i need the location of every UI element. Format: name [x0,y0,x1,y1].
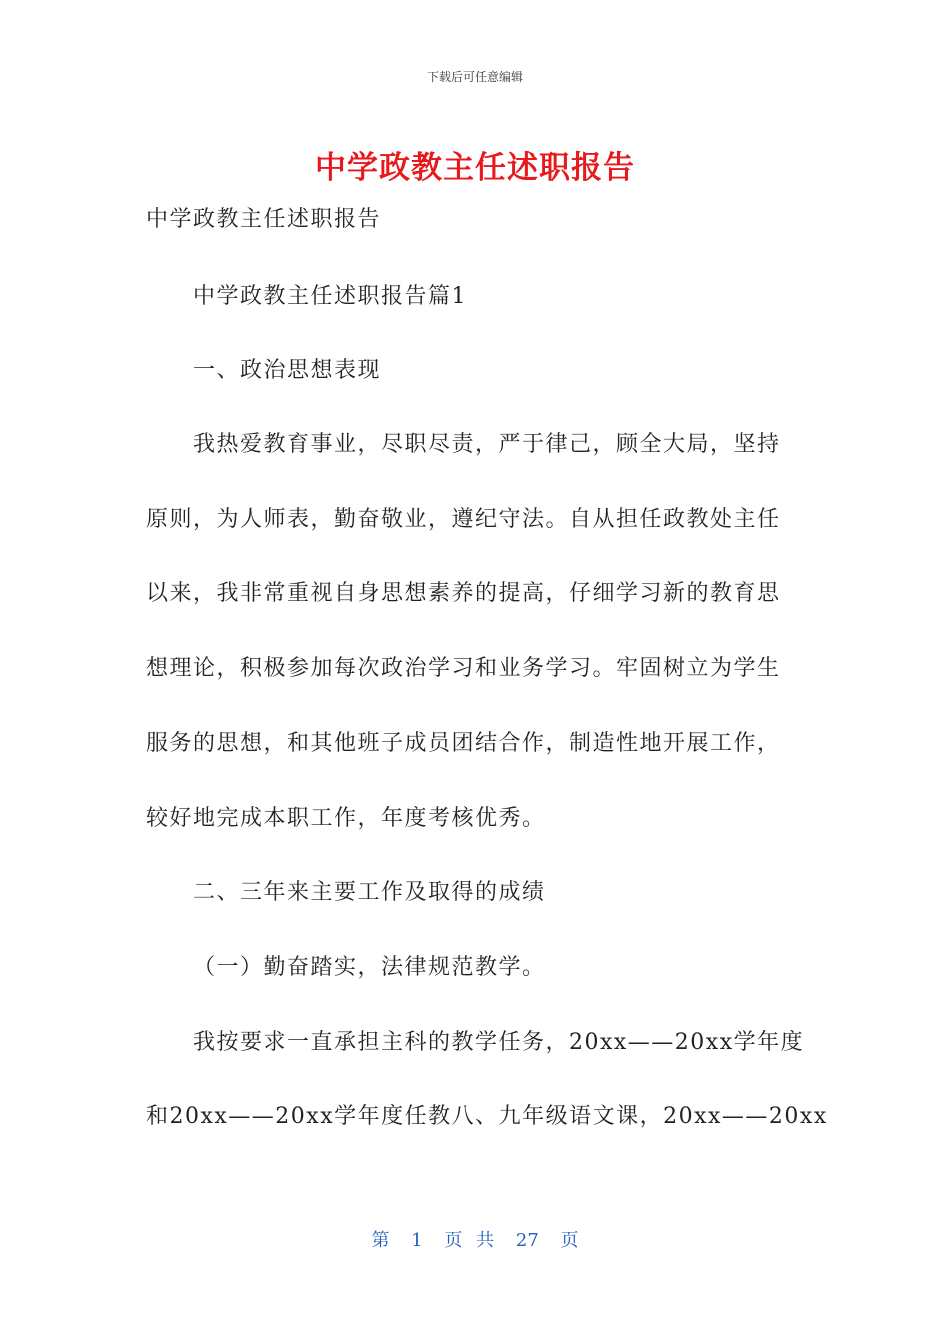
section-heading-political: 一、政治思想表现 [193,358,382,383]
footer-suffix: 页 [560,1230,579,1251]
paragraph-line: 我按要求一直承担主科的教学任务，20xx——20xx学年度 [193,1030,805,1055]
footer-middle: 页 共 [444,1230,495,1251]
paragraph-line: 原则，为人师表，勤奋敬业，遵纪守法。自从担任政教处主任 [146,507,781,532]
footer-total-pages: 27 [515,1230,539,1251]
paragraph-line: 较好地完成本职工作，年度考核优秀。 [146,806,546,831]
page-footer [0,1226,950,1252]
section-heading-part1: 中学政教主任述职报告篇1 [193,284,467,309]
paragraph-line: 想理论，积极参加每次政治学习和业务学习。牢固树立为学生 [146,656,781,681]
header-note: 下载后可任意编辑 [426,70,523,84]
paragraph-line: 以来，我非常重视自身思想素养的提高，仔细学习新的教育思 [146,581,781,606]
subtitle-line: 中学政教主任述职报告 [146,207,382,232]
paragraph-line: 我热爱教育事业，尽职尽责，严于律己，顾全大局，坚持 [193,432,781,457]
paragraph-line: 服务的思想，和其他班子成员团结合作，制造性地开展工作， [146,731,781,756]
document-title: 中学政教主任述职报告 [315,150,635,186]
subsection-heading: （一）勤奋踏实，法律规范教学。 [193,955,546,980]
section-heading-achievements: 二、三年来主要工作及取得的成绩 [193,880,546,905]
paragraph-line: 和20xx——20xx学年度任教八、九年级语文课，20xx——20xx [146,1104,828,1129]
footer-page-number: 1 [411,1230,423,1251]
footer-prefix: 第 [371,1230,390,1251]
